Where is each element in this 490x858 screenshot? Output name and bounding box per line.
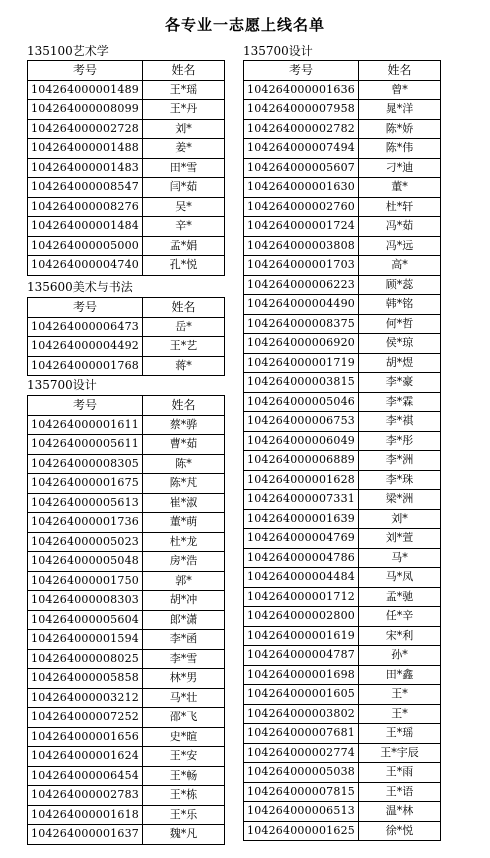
exam-id-cell: 104264000001594 [28,630,143,650]
exam-id-cell: 104264000004740 [28,256,143,276]
table-row [28,552,225,572]
student-name-cell: 梁*洲 [359,490,441,510]
student-name-cell: 董*萌 [143,513,225,533]
table-row [244,334,441,354]
table-row [28,317,225,337]
table-row [28,571,225,591]
exam-id-cell: 104264000008303 [28,591,143,611]
table-row [244,100,441,120]
exam-id-cell: 104264000001703 [244,256,359,276]
table-row [28,100,225,120]
page-title: 各专业一志愿上线名单 [164,16,325,34]
table-row [244,295,441,315]
exam-id-cell: 104264000001488 [28,139,143,159]
section-label-art: 135100艺术学 [27,44,109,58]
exam-id-cell: 104264000001712 [244,587,359,607]
student-name-cell: 史*暄 [143,727,225,747]
table-row [28,197,225,217]
student-name-cell: 侯*琼 [359,334,441,354]
student-name-cell: 姜* [143,139,225,159]
exam-id-cell: 104264000001489 [28,80,143,100]
exam-id-cell: 104264000004769 [244,529,359,549]
student-name-cell: 崔*淑 [143,493,225,513]
table-row [28,649,225,669]
table-row [244,529,441,549]
student-name-cell: 李*彤 [359,431,441,451]
exam-id-cell: 104264000006223 [244,275,359,295]
student-name-cell: 高* [359,256,441,276]
table-row [28,256,225,276]
student-name-cell: 孙* [359,646,441,666]
table-row [244,724,441,744]
exam-id-cell: 104264000008025 [28,649,143,669]
exam-id-cell: 104264000005046 [244,392,359,412]
exam-id-cell: 104264000003815 [244,373,359,393]
student-name-cell: 王*雨 [359,763,441,783]
student-name-cell: 吴* [143,197,225,217]
student-name-cell: 田*鑫 [359,665,441,685]
student-name-cell: 晁*洋 [359,100,441,120]
exam-id-cell: 104264000001484 [28,217,143,237]
exam-id-cell: 104264000001750 [28,571,143,591]
exam-id-cell: 104264000002783 [28,786,143,806]
exam-id-cell: 104264000001636 [244,80,359,100]
table-row [244,821,441,841]
table-row [244,568,441,588]
table-row [244,470,441,490]
column-header-name: 姓名 [143,298,225,318]
exam-id-cell: 104264000004787 [244,646,359,666]
student-name-cell: 田*雪 [143,158,225,178]
table-row [244,353,441,373]
exam-id-cell: 104264000001630 [244,178,359,198]
section-label-design-left: 135700设计 [27,378,97,392]
student-name-cell: 房*浩 [143,552,225,572]
exam-id-cell: 104264000002728 [28,119,143,139]
student-name-cell: 孔*悦 [143,256,225,276]
table-row [28,825,225,845]
table-row [28,610,225,630]
column-header-id: 考号 [28,396,143,416]
exam-id-cell: 104264000003802 [244,704,359,724]
table-row [28,474,225,494]
column-header-id: 考号 [28,298,143,318]
student-name-cell: 蔡*骅 [143,415,225,435]
student-name-cell: 马* [359,548,441,568]
student-name-cell: 胡*冲 [143,591,225,611]
table-row [244,197,441,217]
table-row [244,763,441,783]
student-name-cell: 王* [359,704,441,724]
exam-id-cell: 104264000002782 [244,119,359,139]
exam-id-cell: 104264000006753 [244,412,359,432]
column-header-id: 考号 [244,61,359,81]
table-row [28,591,225,611]
student-name-cell: 王*安 [143,747,225,767]
exam-id-cell: 104264000001619 [244,626,359,646]
table-row [244,256,441,276]
student-name-cell: 刘* [359,509,441,529]
table-calligraphy [27,297,225,376]
student-name-cell: 杜*轩 [359,197,441,217]
student-name-cell: 李*珠 [359,470,441,490]
table-row [28,688,225,708]
table-row [244,802,441,822]
table-row [28,766,225,786]
exam-id-cell: 104264000006473 [28,317,143,337]
exam-id-cell: 104264000001639 [244,509,359,529]
student-name-cell: 王*语 [359,782,441,802]
exam-id-cell: 104264000004484 [244,568,359,588]
exam-id-cell: 104264000005613 [28,493,143,513]
table-row [28,532,225,552]
table-row [244,704,441,724]
student-name-cell: 刘* [143,119,225,139]
student-name-cell: 王*栋 [143,786,225,806]
exam-id-cell: 104264000008547 [28,178,143,198]
exam-id-cell: 104264000001768 [28,356,143,376]
table-row [28,708,225,728]
table-row [244,490,441,510]
table-row [244,431,441,451]
table-row [28,747,225,767]
exam-id-cell: 104264000006920 [244,334,359,354]
student-name-cell: 孟*娟 [143,236,225,256]
table-row [28,805,225,825]
column-header-name: 姓名 [143,61,225,81]
exam-id-cell: 104264000001719 [244,353,359,373]
table-row [28,139,225,159]
exam-id-cell: 104264000001637 [28,825,143,845]
table-row [28,513,225,533]
exam-id-cell: 104264000005611 [28,435,143,455]
table-design-left [27,395,225,845]
exam-id-cell: 104264000008375 [244,314,359,334]
exam-id-cell: 104264000008099 [28,100,143,120]
table-header-row [28,396,225,416]
exam-id-cell: 104264000008276 [28,197,143,217]
section-label-design-right: 135700设计 [243,44,313,58]
student-name-cell: 孟*驰 [359,587,441,607]
student-name-cell: 岳* [143,317,225,337]
table-row [244,607,441,627]
table-row [28,493,225,513]
student-name-cell: 王*乐 [143,805,225,825]
column-header-name: 姓名 [359,61,441,81]
table-row [244,158,441,178]
student-name-cell: 曾* [359,80,441,100]
table-row [244,314,441,334]
student-name-cell: 陈*娇 [359,119,441,139]
student-name-cell: 冯*远 [359,236,441,256]
exam-id-cell: 104264000005048 [28,552,143,572]
table-row [244,646,441,666]
table-row [244,373,441,393]
table-row [28,727,225,747]
table-row [28,454,225,474]
exam-id-cell: 104264000004786 [244,548,359,568]
table-row [28,119,225,139]
exam-id-cell: 104264000001724 [244,217,359,237]
exam-id-cell: 104264000005023 [28,532,143,552]
exam-id-cell: 104264000001736 [28,513,143,533]
student-name-cell: 王*瑶 [359,724,441,744]
column-header-name: 姓名 [143,396,225,416]
exam-id-cell: 104264000007681 [244,724,359,744]
exam-id-cell: 104264000004492 [28,337,143,357]
table-row [244,412,441,432]
table-row [28,236,225,256]
table-art [27,60,225,276]
exam-id-cell: 104264000005858 [28,669,143,689]
table-header-row [244,61,441,81]
exam-id-cell: 104264000001698 [244,665,359,685]
exam-id-cell: 104264000006454 [28,766,143,786]
table-row [28,669,225,689]
student-name-cell: 郭* [143,571,225,591]
student-name-cell: 陈*芃 [143,474,225,494]
table-row [244,236,441,256]
student-name-cell: 邵*飞 [143,708,225,728]
student-name-cell: 李*祺 [359,412,441,432]
student-name-cell: 王*丹 [143,100,225,120]
table-row [28,217,225,237]
table-row [28,178,225,198]
student-name-cell: 何*哲 [359,314,441,334]
table-header-row [28,298,225,318]
table-row [244,587,441,607]
student-name-cell: 任*辛 [359,607,441,627]
exam-id-cell: 104264000005000 [28,236,143,256]
table-row [244,217,441,237]
exam-id-cell: 104264000003808 [244,236,359,256]
table-row [244,178,441,198]
student-name-cell: 郎*潇 [143,610,225,630]
student-name-cell: 王*畅 [143,766,225,786]
student-name-cell: 林*男 [143,669,225,689]
student-name-cell: 冯*茹 [359,217,441,237]
exam-id-cell: 104264000002800 [244,607,359,627]
student-name-cell: 闫*茹 [143,178,225,198]
student-name-cell: 马*凤 [359,568,441,588]
student-name-cell: 李*雪 [143,649,225,669]
exam-id-cell: 104264000006049 [244,431,359,451]
exam-id-cell: 104264000002774 [244,743,359,763]
exam-id-cell: 104264000005038 [244,763,359,783]
exam-id-cell: 104264000001483 [28,158,143,178]
student-name-cell: 陈* [143,454,225,474]
column-header-id: 考号 [28,61,143,81]
exam-id-cell: 104264000007815 [244,782,359,802]
exam-id-cell: 104264000005607 [244,158,359,178]
table-row [28,630,225,650]
student-name-cell: 王* [359,685,441,705]
student-name-cell: 杜*龙 [143,532,225,552]
table-row [244,119,441,139]
exam-id-cell: 104264000004490 [244,295,359,315]
exam-id-cell: 104264000007331 [244,490,359,510]
table-row [244,451,441,471]
student-name-cell: 董* [359,178,441,198]
student-name-cell: 刁*迪 [359,158,441,178]
table-row [244,275,441,295]
table-row [28,356,225,376]
table-row [244,626,441,646]
table-row [28,158,225,178]
student-name-cell: 李*洲 [359,451,441,471]
table-row [244,782,441,802]
student-name-cell: 李*霖 [359,392,441,412]
exam-id-cell: 104264000001605 [244,685,359,705]
student-name-cell: 王*瑶 [143,80,225,100]
exam-id-cell: 104264000006513 [244,802,359,822]
table-row [28,786,225,806]
student-name-cell: 王*艺 [143,337,225,357]
table-row [28,337,225,357]
exam-id-cell: 104264000001656 [28,727,143,747]
student-name-cell: 徐*悦 [359,821,441,841]
student-name-cell: 韩*铭 [359,295,441,315]
student-name-cell: 李*豪 [359,373,441,393]
student-name-cell: 李*函 [143,630,225,650]
exam-id-cell: 104264000007494 [244,139,359,159]
exam-id-cell: 104264000005604 [28,610,143,630]
student-name-cell: 马*壮 [143,688,225,708]
exam-id-cell: 104264000007252 [28,708,143,728]
exam-id-cell: 104264000001625 [244,821,359,841]
table-row [244,743,441,763]
exam-id-cell: 104264000006889 [244,451,359,471]
table-row [244,392,441,412]
student-name-cell: 蒋* [143,356,225,376]
exam-id-cell: 104264000001611 [28,415,143,435]
table-row [28,80,225,100]
table-row [28,435,225,455]
exam-id-cell: 104264000001675 [28,474,143,494]
student-name-cell: 胡*煜 [359,353,441,373]
exam-id-cell: 104264000002760 [244,197,359,217]
table-row [244,509,441,529]
table-row [28,415,225,435]
exam-id-cell: 104264000001624 [28,747,143,767]
exam-id-cell: 104264000007958 [244,100,359,120]
exam-id-cell: 104264000003212 [28,688,143,708]
student-name-cell: 刘*萱 [359,529,441,549]
exam-id-cell: 104264000001618 [28,805,143,825]
student-name-cell: 顾*蕊 [359,275,441,295]
table-row [244,80,441,100]
student-name-cell: 魏*凡 [143,825,225,845]
table-row [244,139,441,159]
student-name-cell: 曹*茹 [143,435,225,455]
section-label-calligraphy: 135600美术与书法 [27,280,133,294]
table-header-row [28,61,225,81]
table-row [244,685,441,705]
student-name-cell: 陈*伟 [359,139,441,159]
exam-id-cell: 104264000001628 [244,470,359,490]
student-name-cell: 温*林 [359,802,441,822]
student-name-cell: 辛* [143,217,225,237]
student-name-cell: 王*宇辰 [359,743,441,763]
table-row [244,548,441,568]
exam-id-cell: 104264000008305 [28,454,143,474]
student-name-cell: 宋*利 [359,626,441,646]
table-row [244,665,441,685]
table-design-right [243,60,441,841]
